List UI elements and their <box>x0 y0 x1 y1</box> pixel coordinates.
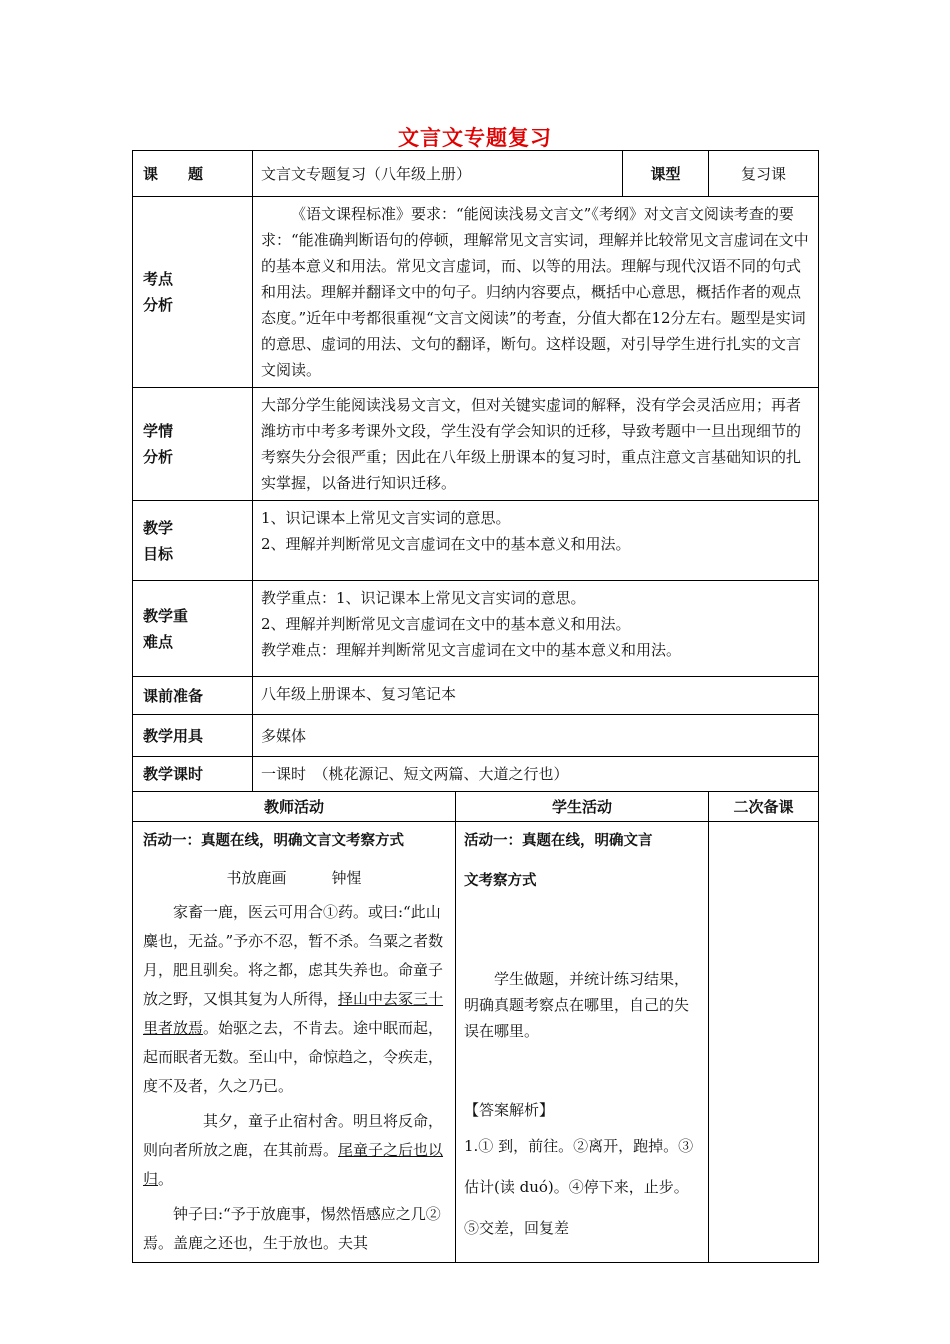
answer-title: 【答案解析】 <box>464 1101 555 1119</box>
label-exam-analysis: 考点 分析 <box>133 197 253 388</box>
teacher-activity-title: 活动一：真题在线，明确文言文考察方式 <box>143 833 404 849</box>
label-lesson-type: 课型 <box>623 151 709 197</box>
row-topic <box>133 151 819 197</box>
label-topic: 课 题 <box>133 151 253 197</box>
teacher-activity-cell <box>133 822 456 1263</box>
value-hours: 一课时 （桃花源记、短文两篇、大道之行也） <box>253 757 819 792</box>
text-exam-analysis: 《语文课程标准》要求：“能阅读浅易文言文”《考纲》对文言文阅读考查的要求：“能准确判断语句的停顿，理解常见文言实词，理解并比较常见文言虚词在文中的基本意义和用法。常见文言虚词，而、以等的用法。理解与现代汉语不同的句式和用法。理解并翻译文中的句子。归纳内容要点，概括中心意思，概括作者的观点态度。”近年中考都很重视“文言文阅读”的考查，分值大都在12分左右。题型是实词的意思、虚词的用法、文句的翻译，断句。这样设题，对引导学生进行扎实的文言文阅读。 <box>253 197 819 388</box>
underlined-sentence: 择山中去冢三十里者放焉 <box>143 990 444 1037</box>
header-student-activity: 学生活动 <box>456 792 709 822</box>
row-tools <box>133 715 819 757</box>
label-hours: 教学课时 <box>133 757 253 792</box>
row-hours <box>133 757 819 792</box>
label-teaching-goals: 教学 目标 <box>133 501 253 581</box>
student-practice-text: 学生做题，并统计练习结果，明确真题考察点在哪里，自己的失误在哪里。 <box>464 970 690 1040</box>
row-activity-headers <box>133 792 819 822</box>
value-topic: 文言文专题复习（八年级上册） <box>253 151 623 197</box>
value-prep: 八年级上册课本、复习笔记本 <box>253 677 819 715</box>
answer-text: 1.① 到，前往。②离开，跑掉。③估计(读 duó)。④停下来，止步。⑤交差，回复差 <box>464 1137 694 1237</box>
student-activity-cell: 活动一：真题在线，明确文言 文考察方式 学生做题，并统计练习结果，明确真题考察点在哪里，自己的失误在哪里。 【答案解析】 1.① 到，前往。②离开，跑掉。③估计(读 duó)。④停下来，止步。⑤交差，回复差 <box>456 822 709 1263</box>
row-student-analysis <box>133 388 819 501</box>
page-title: 文言文专题复习 <box>398 126 552 150</box>
lesson-plan-table <box>132 150 819 1263</box>
passage-paragraph: 其夕，童子止宿村舍。明旦将反命，则向者所放之鹿，在其前焉。尾童子之后也以归。 <box>143 1112 444 1188</box>
row-key-points <box>133 581 819 677</box>
underlined-sentence: 尾童子之后也以归 <box>143 1141 444 1188</box>
student-activity-title: 活动一：真题在线，明确文言 <box>464 833 653 849</box>
row-teaching-goals <box>133 501 819 581</box>
text-student-analysis: 大部分学生能阅读浅易文言文，但对关键实虚词的解释，没有学会灵活应用；再者潍坊市中考多考课外文段，学生没有学会知识的迁移，导致考题中一旦出现细节的考察失分会很严重；因此在八年级上册课本的复习时，重点注意文言基础知识的扎实掌握，以备进行知识迁移。 <box>253 388 819 501</box>
text-teaching-goals <box>253 501 819 581</box>
row-exam-analysis <box>133 197 819 388</box>
passage-paragraph: 钟子曰:“予于放鹿事，惕然悟感应之几②焉。盖鹿之还也，生于放也。夫其 <box>143 1205 441 1252</box>
second-prep-cell <box>709 822 819 1263</box>
row-prep <box>133 677 819 715</box>
passage-title: 书放鹿画 钟惺 <box>226 869 362 887</box>
goal-item: 2、理解并判断常见文言虚词在文中的基本意义和用法。 <box>261 535 631 553</box>
goal-item: 1、识记课本上常见文言实词的意思。 <box>261 509 511 527</box>
label-prep: 课前准备 <box>133 677 253 715</box>
label-key-points: 教学重 难点 <box>133 581 253 677</box>
value-lesson-type: 复习课 <box>709 151 819 197</box>
passage-paragraph: 家畜一鹿，医云可用合①药。或曰:“此山麋也，无益。”予亦不忍，暂不杀。刍粟之者数月，肥且驯矣。将之都，虑其失养也。命童子放之野，又惧其复为人所得，择山中去冢三十里者放焉。始驱之去，不肯去。途中眠而起，起而眠者无数。至山中，命惊趋之，令疾走，度不及者，久之乃已。 <box>143 903 444 1095</box>
row-activities <box>133 822 819 1263</box>
header-teacher-activity: 教师活动 <box>133 792 456 822</box>
header-second-prep: 二次备课 <box>709 792 819 822</box>
label-student-analysis: 学情 分析 <box>133 388 253 501</box>
label-tools: 教学用具 <box>133 715 253 757</box>
value-tools: 多媒体 <box>253 715 819 757</box>
text-key-points: 教学重点：1、识记课本上常见文言实词的意思。 2、理解并判断常见文言虚词在文中的基本意义和用法。 教学难点：理解并判断常见文言虚词在文中的基本意义和用法。 <box>253 581 819 677</box>
